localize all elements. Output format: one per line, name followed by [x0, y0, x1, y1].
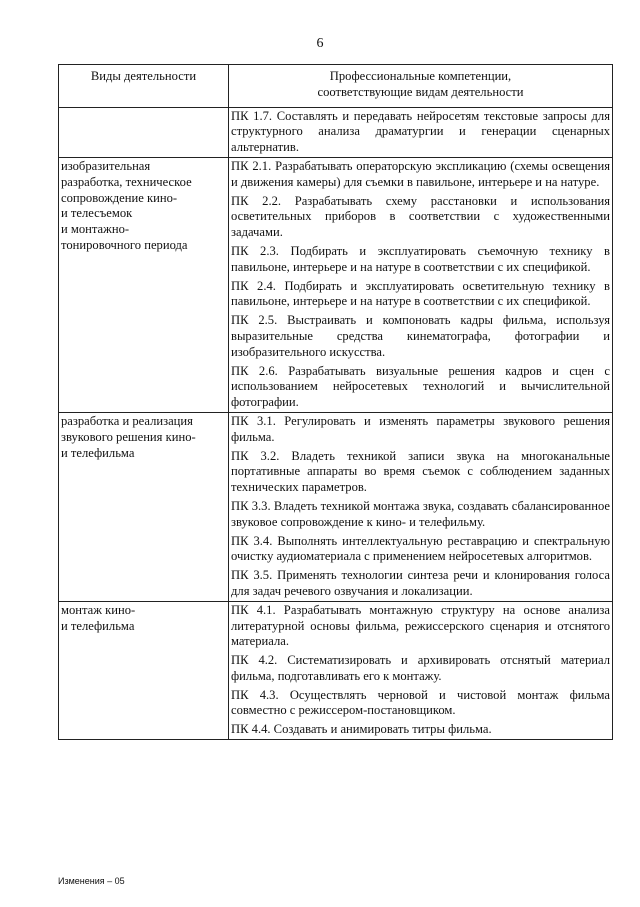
competency-item: ПК 1.7. Составлять и передавать нейросетям текстовые запросы для структурного анализа драматургии и генерации сценарных альтернатив. — [231, 108, 610, 155]
activity-cell — [59, 601, 229, 739]
activity-line: монтаж кино- — [61, 602, 136, 617]
table-row — [59, 412, 613, 601]
competencies-cell — [229, 412, 613, 601]
competency-item: ПК 4.3. Осуществлять черновой и чистовой монтаж фильма совместно с режиссером-постановщиком. — [231, 687, 610, 718]
competency-item: ПК 3.5. Применять технологии синтеза речи и клонирования голоса для задач речевого озвучания и локализации. — [231, 568, 610, 598]
header-competencies-line1: Профессиональные компетенции, — [329, 69, 512, 83]
activity-line: и телефильма — [61, 618, 135, 633]
competency-item: ПК 2.5. Выстраивать и компоновать кадры фильма, используя выразительные средства кинематографа, фотографии и изобразительного искусства. — [231, 313, 610, 359]
competencies-cell — [229, 601, 613, 739]
activity-line: изобразительная — [61, 158, 151, 173]
activity-line: и телесъемок — [61, 206, 133, 221]
competency-item: ПК 2.2. Разрабатывать схему расстановки и использования осветительных приборов в соответствии с художественными задачами. — [231, 193, 610, 240]
competency-item: ПК 3.1. Регулировать и изменять параметры звукового решения фильма. — [231, 413, 610, 444]
header-competencies — [229, 65, 613, 108]
competencies-table — [58, 64, 613, 740]
competency-item: ПК 3.4. Выполнять интеллектуальную реставрацию и спектральную очистку аудиоматериала с применением нейросетевых алгоритмов. — [231, 533, 610, 564]
page-number: 6 — [316, 36, 324, 51]
competency-item: ПК 2.3. Подбирать и эксплуатировать съемочную технику в павильоне, интерьере и на натуре в соответствии с их спецификой. — [231, 243, 610, 274]
table-row — [59, 157, 613, 412]
competencies-cell — [229, 107, 613, 157]
activity-cell — [59, 107, 229, 157]
table-row — [59, 107, 613, 157]
table-header-row — [59, 65, 613, 108]
competency-item: ПК 4.4. Создавать и анимировать титры фильма. — [231, 722, 492, 737]
header-competencies-line2: соответствующие видам деятельности — [317, 84, 524, 99]
competency-item: ПК 2.4. Подбирать и эксплуатировать осветительную технику в павильоне, интерьере и на натуре в соответствии с их спецификой. — [231, 278, 610, 309]
competency-item: ПК 3.3. Владеть техникой монтажа звука, создавать сбалансированное звуковое сопровождение к кино- и телефильму. — [231, 498, 610, 529]
activity-line: и монтажно- — [61, 222, 130, 237]
activity-line: звукового решения кино- — [61, 429, 196, 444]
activity-cell — [59, 412, 229, 601]
competency-item: ПК 2.6. Разрабатывать визуальные решения кадров и сцен с использованием нейросетевых технологий и вычислительной фотографии. — [231, 363, 610, 410]
table-row — [59, 601, 613, 739]
table-body — [59, 107, 613, 739]
competency-item: ПК 4.1. Разрабатывать монтажную структуру на основе анализа литературной основы фильма, режиссерского сценария и отснятого материала. — [231, 602, 610, 649]
header-activities: Виды деятельности — [59, 65, 229, 108]
competencies-cell — [229, 157, 613, 412]
activity-line: сопровождение кино- — [61, 190, 178, 205]
activity-line: и телефильма — [61, 445, 135, 460]
competency-item: ПК 4.2. Систематизировать и архивировать отснятый материал фильма, подготавливать его к монтажу. — [231, 653, 610, 683]
activity-line: тонировочного периода — [61, 237, 188, 252]
footer-changes-note: Изменения – 05 — [58, 876, 125, 886]
competency-item: ПК 3.2. Владеть техникой записи звука на многоканальные портативные аппараты во время съемок с соблюдением заданных технических параметров. — [231, 448, 610, 495]
activity-cell — [59, 157, 229, 412]
competency-item: ПК 2.1. Разрабатывать операторскую экспликацию (схемы освещения и движения камеры) для съемки в павильоне, интерьере и на натуре. — [231, 158, 610, 189]
activity-line: разработка, техническое — [61, 174, 192, 189]
activity-line: разработка и реализация — [61, 413, 193, 428]
